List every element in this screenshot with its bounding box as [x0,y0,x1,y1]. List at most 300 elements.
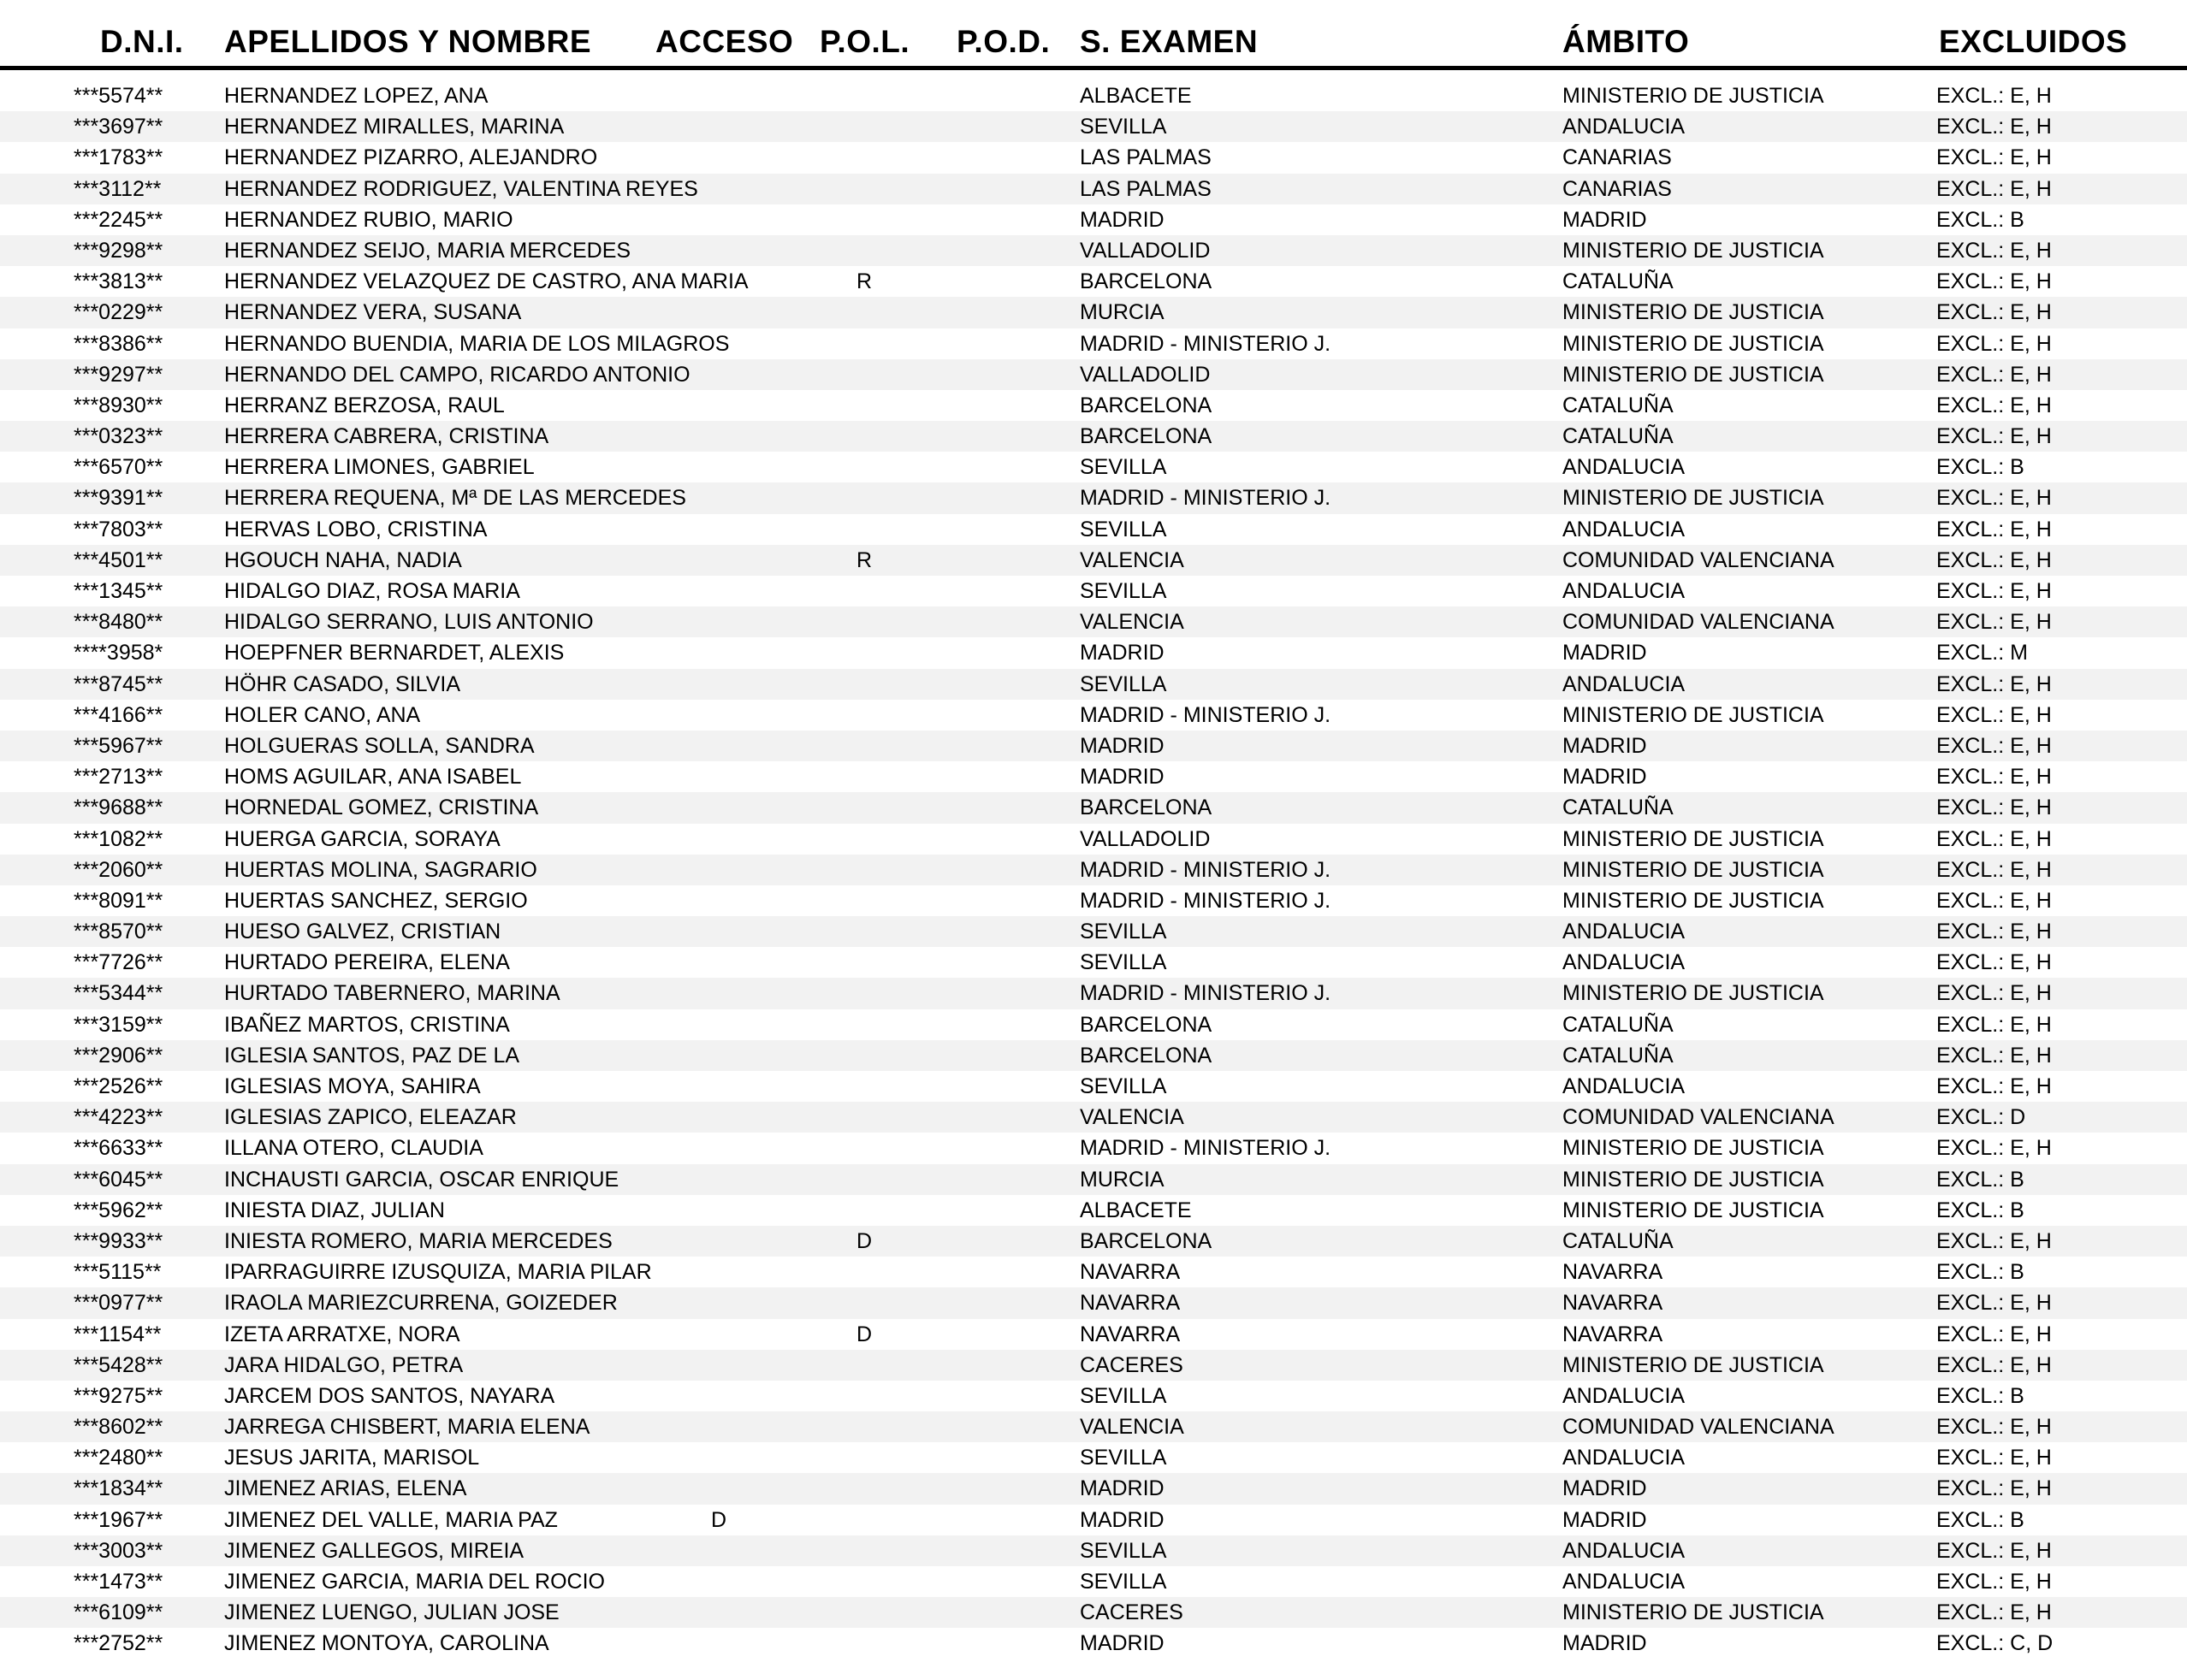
pod-cell [954,700,1057,731]
dni-cell: ***9688** [74,796,163,820]
pod-cell [954,1040,1057,1071]
pol-cell [817,669,911,700]
excluidos-cell: EXCL.: E, H [1936,857,2052,882]
table-row [0,1381,2187,1411]
excluidos-cell: EXCL.: E, H [1936,84,2052,108]
ambito-cell: CANARIAS [1562,176,1672,201]
sexamen-cell: MADRID - MINISTERIO J. [1080,1136,1331,1161]
pod-cell [954,885,1057,916]
pod-cell [954,855,1057,885]
ambito-cell: CANARIAS [1562,145,1672,170]
name-cell: HERNANDEZ LOPEZ, ANA [224,84,489,108]
dni-cell: ***3003** [74,1538,163,1563]
acceso-cell [667,80,770,111]
pod-cell [954,1411,1057,1442]
sexamen-cell: CACERES [1080,1352,1183,1377]
pod-cell [954,421,1057,452]
dni-cell: ***8386** [74,331,163,356]
table-row [0,359,2187,390]
ambito-cell: MINISTERIO DE JUSTICIA [1562,1352,1824,1377]
acceso-cell [667,855,770,885]
ambito-cell: MADRID [1562,765,1647,790]
acceso-cell [667,421,770,452]
name-cell: IGLESIAS MOYA, SAHIRA [224,1074,481,1098]
ambito-cell: NAVARRA [1562,1291,1663,1316]
acceso-cell [667,1628,770,1659]
sexamen-cell: SEVILLA [1080,1446,1167,1470]
name-cell: HUERGA GARCIA, SORAYA [224,826,501,851]
pod-cell [954,111,1057,142]
table-row [0,1040,2187,1071]
acceso-cell [667,1040,770,1071]
ambito-cell: ANDALUCIA [1562,455,1686,480]
ambito-cell: CATALUÑA [1562,1043,1674,1068]
dni-cell: ***6045** [74,1167,163,1192]
sexamen-cell: MADRID - MINISTERIO J. [1080,331,1331,356]
table-row [0,1566,2187,1597]
dni-cell: ***2906** [74,1043,163,1068]
dni-cell: ***7726** [74,950,163,975]
name-cell: HIDALGO SERRANO, LUIS ANTONIO [224,610,594,635]
ambito-cell: MINISTERIO DE JUSTICIA [1562,331,1824,356]
header-divider [0,66,2187,70]
excluidos-cell: EXCL.: E, H [1936,1538,2052,1563]
sexamen-cell: SEVILLA [1080,579,1167,603]
table-row [0,80,2187,111]
excluidos-cell: EXCL.: E, H [1936,331,2052,356]
acceso-cell [667,266,770,297]
table-row [0,606,2187,637]
pol-cell [817,761,911,792]
pol-cell [817,142,911,173]
dni-cell: ***9298** [74,238,163,263]
table-row [0,885,2187,916]
excluidos-cell: EXCL.: E, H [1936,1352,2052,1377]
pol-cell [817,1164,911,1195]
name-cell: HERNANDEZ RUBIO, MARIO [224,207,513,232]
pod-cell [954,1102,1057,1133]
sexamen-cell: BARCELONA [1080,424,1212,449]
pod-cell [954,1226,1057,1257]
pol-cell [817,1473,911,1504]
ambito-cell: ANDALUCIA [1562,1383,1686,1408]
excluidos-cell: EXCL.: E, H [1936,888,2052,913]
pol-cell [817,855,911,885]
excluidos-cell: EXCL.: E, H [1936,950,2052,975]
ambito-cell: MADRID [1562,733,1647,758]
excluidos-cell: EXCL.: B [1936,455,2024,480]
table-row [0,514,2187,545]
pod-cell [954,514,1057,545]
pod-cell [954,576,1057,606]
sexamen-cell: MADRID [1080,1507,1165,1532]
sexamen-cell: MADRID - MINISTERIO J. [1080,486,1331,511]
acceso-cell [667,1133,770,1163]
pod-cell [954,1628,1057,1659]
table-row [0,1164,2187,1195]
ambito-cell: ANDALUCIA [1562,1570,1686,1594]
table-header [0,0,2187,68]
pol-cell [817,606,911,637]
pod-cell [954,1195,1057,1226]
acceso-cell [667,111,770,142]
table-row [0,1009,2187,1040]
pol-cell [817,1133,911,1163]
acceso-cell [667,1226,770,1257]
name-cell: HOEPFNER BERNARDET, ALEXIS [224,641,565,665]
ambito-cell: CATALUÑA [1562,796,1674,820]
dni-cell: ***8480** [74,610,163,635]
excluidos-cell: EXCL.: D [1936,1105,2026,1130]
excluidos-cell: EXCL.: B [1936,207,2024,232]
sexamen-cell: NAVARRA [1080,1260,1181,1285]
table-row [0,1195,2187,1226]
dni-cell: ***0977** [74,1291,163,1316]
table-row [0,1226,2187,1257]
table-row [0,174,2187,204]
pol-cell [817,792,911,823]
name-cell: HIDALGO DIAZ, ROSA MARIA [224,579,520,603]
pod-cell [954,1597,1057,1628]
sexamen-cell: MADRID [1080,641,1165,665]
pol-cell [817,1442,911,1473]
sexamen-cell: VALENCIA [1080,1105,1184,1130]
dni-cell: ***1834** [74,1476,163,1501]
name-cell: HORNEDAL GOMEZ, CRISTINA [224,796,539,820]
table-row [0,637,2187,668]
name-cell: HÖHR CASADO, SILVIA [224,671,460,696]
ambito-cell: MINISTERIO DE JUSTICIA [1562,300,1824,325]
pod-cell [954,1505,1057,1535]
sexamen-cell: VALENCIA [1080,1415,1184,1440]
acceso-cell [667,978,770,1009]
ambito-cell: MADRID [1562,1631,1647,1656]
excluidos-cell: EXCL.: E, H [1936,579,2052,603]
name-cell: JIMENEZ ARIAS, ELENA [224,1476,467,1501]
pol-cell [817,1102,911,1133]
ambito-cell: ANDALUCIA [1562,115,1686,139]
acceso-cell: D [710,1507,727,1532]
pod-cell [954,1164,1057,1195]
pod-cell [954,1473,1057,1504]
pol-cell [817,1257,911,1287]
excluidos-cell: EXCL.: E, H [1936,1600,2052,1625]
dni-cell: ***3813** [74,269,163,294]
name-cell: JIMENEZ MONTOYA, CAROLINA [224,1631,549,1656]
dni-cell: ***2245** [74,207,163,232]
excluidos-cell: EXCL.: E, H [1936,796,2052,820]
acceso-cell [667,204,770,235]
table-row [0,1411,2187,1442]
table-row [0,266,2187,297]
pod-cell [954,80,1057,111]
name-cell: INIESTA ROMERO, MARIA MERCEDES [224,1228,613,1253]
pol-cell [817,421,911,452]
dni-cell: ***2060** [74,857,163,882]
pod-cell [954,1566,1057,1597]
dni-cell: ***1783** [74,145,163,170]
dni-cell: ***8570** [74,920,163,944]
dni-cell: ***8930** [74,393,163,417]
pol-cell [817,1566,911,1597]
table-row [0,576,2187,606]
ambito-cell: MINISTERIO DE JUSTICIA [1562,857,1824,882]
name-cell: IRAOLA MARIEZCURRENA, GOIZEDER [224,1291,618,1316]
acceso-cell [667,359,770,390]
header-pol: P.O.L. [820,24,910,59]
pol-cell [817,885,911,916]
ambito-cell: MINISTERIO DE JUSTICIA [1562,1600,1824,1625]
sexamen-cell: VALENCIA [1080,610,1184,635]
dni-cell: ***5428** [74,1352,163,1377]
excluidos-cell: EXCL.: B [1936,1167,2024,1192]
name-cell: HERNANDEZ SEIJO, MARIA MERCEDES [224,238,631,263]
pod-cell [954,142,1057,173]
table-row [0,328,2187,359]
pol-cell [817,637,911,668]
name-cell: HERNANDEZ MIRALLES, MARINA [224,115,565,139]
pol-cell [817,328,911,359]
excluidos-cell: EXCL.: B [1936,1507,2024,1532]
pod-cell [954,606,1057,637]
acceso-cell [667,824,770,855]
acceso-cell [667,1319,770,1350]
pol-cell [817,916,911,947]
table-row [0,452,2187,482]
dni-cell: ***4166** [74,702,163,727]
pol-cell [817,1040,911,1071]
name-cell: IGLESIA SANTOS, PAZ DE LA [224,1043,520,1068]
ambito-cell: CATALUÑA [1562,269,1674,294]
table-row [0,1102,2187,1133]
dni-cell: ***6109** [74,1600,163,1625]
name-cell: HERNANDEZ RODRIGUEZ, VALENTINA REYES [224,176,698,201]
pol-cell [817,482,911,513]
name-cell: JIMENEZ DEL VALLE, MARIA PAZ [224,1507,558,1532]
pod-cell [954,669,1057,700]
dni-cell: ***5967** [74,733,163,758]
name-cell: IPARRAGUIRRE IZUSQUIZA, MARIA PILAR [224,1260,652,1285]
excluidos-cell: EXCL.: E, H [1936,1228,2052,1253]
ambito-cell: COMUNIDAD VALENCIANA [1562,610,1834,635]
ambito-cell: MINISTERIO DE JUSTICIA [1562,84,1824,108]
acceso-cell [667,731,770,761]
acceso-cell [667,1597,770,1628]
sexamen-cell: MADRID [1080,1476,1165,1501]
table-body [0,80,2187,1659]
table-row [0,297,2187,328]
name-cell: HERRERA CABRERA, CRISTINA [224,424,549,449]
acceso-cell [667,328,770,359]
table-row [0,1287,2187,1318]
ambito-cell: ANDALUCIA [1562,671,1686,696]
sexamen-cell: SEVILLA [1080,115,1167,139]
pod-cell [954,452,1057,482]
excluidos-cell: EXCL.: E, H [1936,826,2052,851]
sexamen-cell: ALBACETE [1080,84,1192,108]
pod-cell [954,545,1057,576]
name-cell: HERNANDEZ VERA, SUSANA [224,300,522,325]
name-cell: INIESTA DIAZ, JULIAN [224,1198,445,1222]
sexamen-cell: SEVILLA [1080,455,1167,480]
excluidos-cell: EXCL.: E, H [1936,1074,2052,1098]
name-cell: HERNANDEZ VELAZQUEZ DE CASTRO, ANA MARIA [224,269,749,294]
dni-cell: ***9297** [74,362,163,387]
pod-cell [954,266,1057,297]
excluidos-cell: EXCL.: B [1936,1198,2024,1222]
sexamen-cell: BARCELONA [1080,1043,1212,1068]
sexamen-cell: MADRID [1080,207,1165,232]
pod-cell [954,947,1057,978]
pod-cell [954,1009,1057,1040]
excluidos-cell: EXCL.: E, H [1936,547,2052,572]
pod-cell [954,761,1057,792]
pol-cell: R [856,269,873,294]
table-row [0,1628,2187,1659]
ambito-cell: MADRID [1562,207,1647,232]
pol-cell [817,174,911,204]
acceso-cell [667,1287,770,1318]
dni-cell: ***9275** [74,1383,163,1408]
name-cell: HOLER CANO, ANA [224,702,421,727]
ambito-cell: ANDALUCIA [1562,1074,1686,1098]
excluidos-cell: EXCL.: E, H [1936,1136,2052,1161]
name-cell: ILLANA OTERO, CLAUDIA [224,1136,483,1161]
pol-cell: D [856,1228,873,1253]
acceso-cell [667,1350,770,1381]
table-row [0,824,2187,855]
table-row [0,978,2187,1009]
acceso-cell [667,1473,770,1504]
acceso-cell [667,174,770,204]
dni-cell: ***0323** [74,424,163,449]
acceso-cell [667,142,770,173]
name-cell: IBAÑEZ MARTOS, CRISTINA [224,1012,510,1037]
sexamen-cell: MADRID [1080,733,1165,758]
sexamen-cell: MADRID - MINISTERIO J. [1080,857,1331,882]
ambito-cell: MINISTERIO DE JUSTICIA [1562,238,1824,263]
excluidos-cell: EXCL.: E, H [1936,610,2052,635]
excluidos-cell: EXCL.: E, H [1936,393,2052,417]
ambito-cell: CATALUÑA [1562,1012,1674,1037]
sexamen-cell: VALLADOLID [1080,826,1211,851]
table-row [0,1597,2187,1628]
ambito-cell: ANDALUCIA [1562,1446,1686,1470]
excluidos-cell: EXCL.: E, H [1936,1415,2052,1440]
ambito-cell: COMUNIDAD VALENCIANA [1562,1415,1834,1440]
ambito-cell: MADRID [1562,641,1647,665]
table-row [0,1442,2187,1473]
excluidos-cell: EXCL.: E, H [1936,733,2052,758]
excluidos-cell: EXCL.: E, H [1936,1291,2052,1316]
pod-cell [954,731,1057,761]
ambito-cell: MADRID [1562,1507,1647,1532]
name-cell: JARCEM DOS SANTOS, NAYARA [224,1383,555,1408]
pod-cell [954,235,1057,266]
sexamen-cell: MURCIA [1080,1167,1165,1192]
pod-cell [954,1287,1057,1318]
pol-cell [817,111,911,142]
excluidos-cell: EXCL.: E, H [1936,1012,2052,1037]
table-row [0,421,2187,452]
table-row [0,545,2187,576]
table-row [0,761,2187,792]
pol-cell [817,235,911,266]
name-cell: INCHAUSTI GARCIA, OSCAR ENRIQUE [224,1167,619,1192]
table-row [0,916,2187,947]
sexamen-cell: SEVILLA [1080,1570,1167,1594]
excluidos-cell: EXCL.: E, H [1936,115,2052,139]
ambito-cell: MADRID [1562,1476,1647,1501]
pod-cell [954,174,1057,204]
name-cell: HERNANDO BUENDIA, MARIA DE LOS MILAGROS [224,331,730,356]
dni-cell: ***5344** [74,981,163,1006]
pod-cell [954,390,1057,421]
excluidos-cell: EXCL.: C, D [1936,1631,2054,1656]
pod-cell [954,1381,1057,1411]
table-row [0,1473,2187,1504]
excluidos-cell: EXCL.: E, H [1936,517,2052,541]
ambito-cell: CATALUÑA [1562,1228,1674,1253]
acceso-cell [667,885,770,916]
acceso-cell [667,1009,770,1040]
sexamen-cell: SEVILLA [1080,920,1167,944]
name-cell: HERRANZ BERZOSA, RAUL [224,393,505,417]
table-row [0,1133,2187,1163]
dni-cell: ***0229** [74,300,163,325]
table-row [0,1535,2187,1566]
pol-cell [817,514,911,545]
acceso-cell [667,669,770,700]
ambito-cell: MINISTERIO DE JUSTICIA [1562,981,1824,1006]
table-row [0,792,2187,823]
acceso-cell [667,235,770,266]
ambito-cell: COMUNIDAD VALENCIANA [1562,547,1834,572]
name-cell: HUESO GALVEZ, CRISTIAN [224,920,501,944]
dni-cell: ***9391** [74,486,163,511]
name-cell: HERRERA REQUENA, Mª DE LAS MERCEDES [224,486,686,511]
acceso-cell [667,1411,770,1442]
acceso-cell [667,1257,770,1287]
sexamen-cell: SEVILLA [1080,1538,1167,1563]
table-row [0,1350,2187,1381]
sexamen-cell: BARCELONA [1080,269,1212,294]
pol-cell [817,1381,911,1411]
sexamen-cell: BARCELONA [1080,393,1212,417]
pol-cell [817,297,911,328]
pol-cell [817,80,911,111]
sexamen-cell: BARCELONA [1080,1228,1212,1253]
excluidos-cell: EXCL.: B [1936,1260,2024,1285]
dni-cell: ***2713** [74,765,163,790]
sexamen-cell: BARCELONA [1080,796,1212,820]
excluidos-cell: EXCL.: E, H [1936,238,2052,263]
acceso-cell [667,390,770,421]
pol-cell [817,1411,911,1442]
pod-cell [954,978,1057,1009]
dni-cell: ***3112** [74,176,162,201]
table-row [0,1319,2187,1350]
pod-cell [954,204,1057,235]
dni-cell: ***9933** [74,1228,163,1253]
excluidos-cell: EXCL.: E, H [1936,1570,2052,1594]
pod-cell [954,1535,1057,1566]
excluidos-cell: EXCL.: E, H [1936,176,2052,201]
pol-cell [817,978,911,1009]
table-row [0,700,2187,731]
excluidos-cell: EXCL.: E, H [1936,1476,2052,1501]
excluidos-cell: EXCL.: E, H [1936,424,2052,449]
